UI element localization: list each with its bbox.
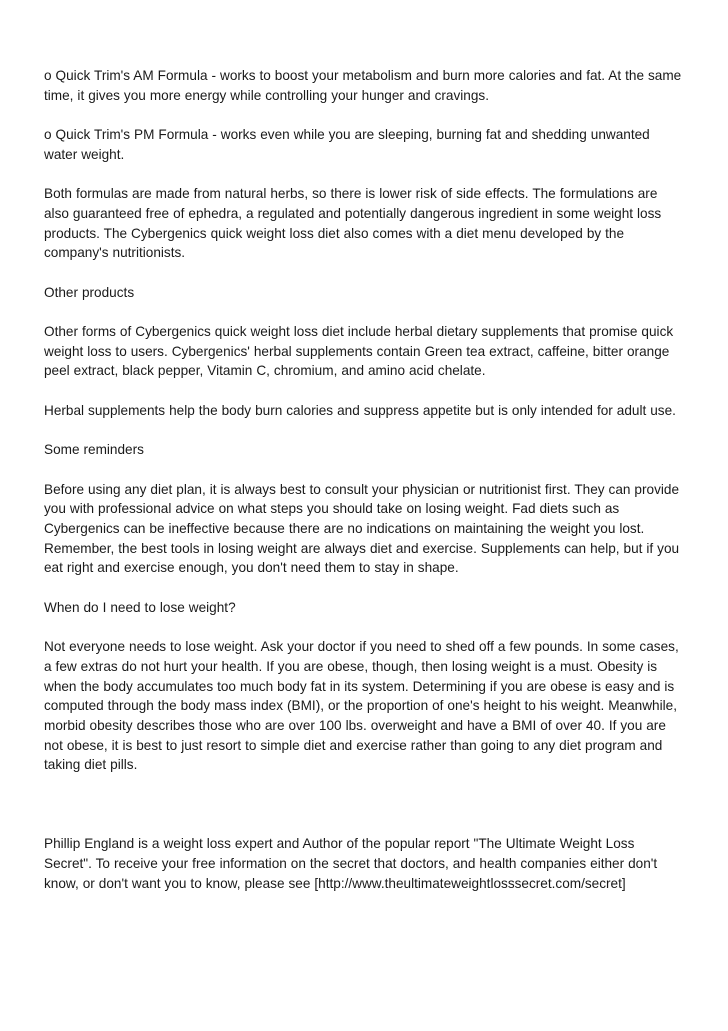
- heading-some-reminders: Some reminders: [44, 442, 144, 458]
- heading-other-products: Other products: [44, 284, 135, 300]
- paragraph-before-using: Before using any diet plan, it is always best to consult your physician or nutritionist first. They can provide you with professional advice on what steps you should take on losing weight. Fad diets such as Cybergenics can be ineffective because there are no indications on maintaining the weight you lost. Remember, the best tools in losing weight are always diet and exercise. Supplements can help, but if you eat right and exercise enough, you don't need them to stay in shape.: [44, 481, 680, 576]
- paragraph-not-everyone: Not everyone needs to lose weight. Ask your doctor if you need to shed off a few pounds. In some cases, a few extras do not hurt your health. If you are obese, though, then losing weight is a must. Obesity is when the body accumulates too much body fat in its system. Determining if you are obese is easy and is computed through the body mass index (BMI), or the proportion of one's height to his weight. Meanwhile, morbid obesity describes those who are over 100 lbs. overweight and have a BMI of over 40. If you are not obese, it is best to just resort to simple diet and exercise rather than going to any diet program and taking diet pills.: [44, 639, 679, 773]
- heading-when-lose-weight: When do I need to lose weight?: [44, 599, 236, 615]
- paragraph-herbal-supplements: Herbal supplements help the body burn calories and suppress appetite but is only intended for adult use.: [44, 402, 676, 418]
- paragraph-natural-herbs: Both formulas are made from natural herbs, so there is lower risk of side effects. The formulations are also guaranteed free of ephedra, a regulated and potentially dangerous ingredient in some weight loss products. The Cybergenics quick weight loss diet also comes with a diet menu developed by the company's nutritionists.: [44, 186, 662, 261]
- paragraph-am-formula: o Quick Trim's AM Formula - works to boost your metabolism and burn more calories and fat. At the same time, it gives you more energy while controlling your hunger and cravings.: [44, 68, 682, 103]
- paragraph-pm-formula: o Quick Trim's PM Formula - works even while you are sleeping, burning fat and shedding unwanted water weight.: [44, 127, 650, 162]
- paragraph-author-bio: Phillip England is a weight loss expert and Author of the popular report "The Ultimate Weight Loss Secret". To receive your free information on the secret that doctors, and health companies either don't know, or don't want you to know, please see [http://www.theultimateweightlosssecret.com/secret]: [44, 836, 658, 891]
- paragraph-other-forms: Other forms of Cybergenics quick weight loss diet include herbal dietary supplements that promise quick weight loss to users. Cybergenics' herbal supplements contain Green tea extract, caffeine, bitter orange peel extract, black pepper, Vitamin C, chromium, and amino acid chelate.: [44, 324, 674, 379]
